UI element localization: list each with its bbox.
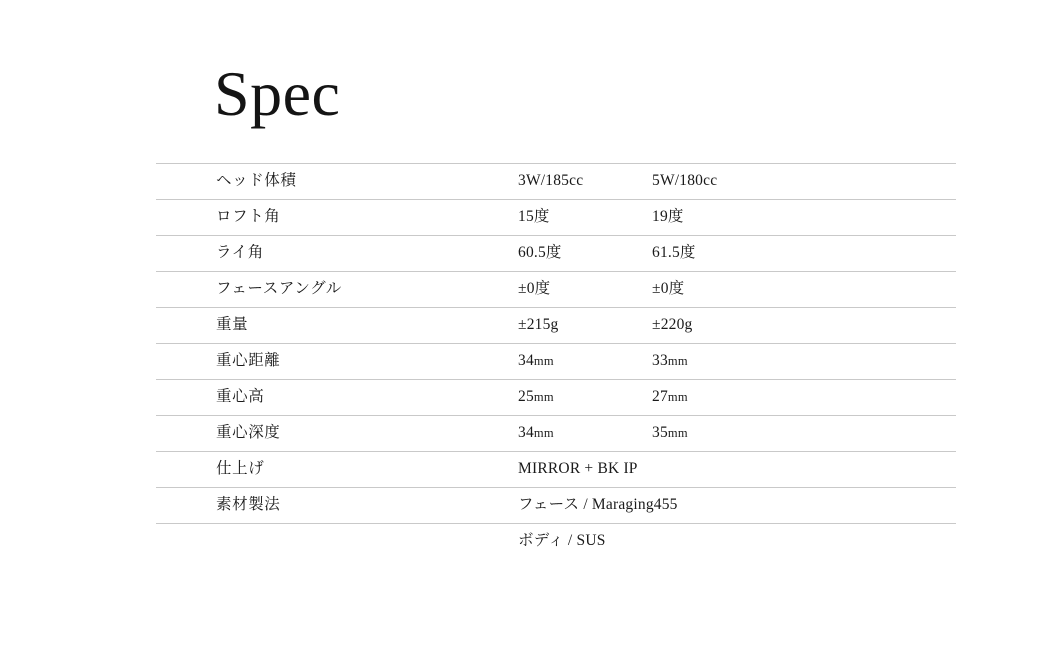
- table-row: [156, 236, 956, 272]
- spec-value-3w: ±0度: [516, 272, 650, 308]
- spec-label: フェースアングル: [156, 272, 516, 308]
- spec-label: 重心高: [156, 380, 516, 416]
- spec-value-5w: 61.5度: [650, 236, 956, 272]
- table-row: [156, 488, 956, 524]
- spec-value-3w: 34mm: [516, 344, 650, 380]
- table-row: [156, 524, 956, 560]
- spec-value-5w: 27mm: [650, 380, 956, 416]
- spec-label: 重量: [156, 308, 516, 344]
- spec-value-material-body: ボディ / SUS: [518, 532, 606, 550]
- spec-value-3w: 60.5度: [516, 236, 650, 272]
- spec-value-5w: 35mm: [650, 416, 956, 452]
- table-row: [156, 164, 956, 200]
- spec-label: ヘッド体積: [156, 164, 516, 200]
- spec-label: 重心距離: [156, 344, 516, 380]
- spec-value-5w: 33mm: [650, 344, 956, 380]
- spec-value-3w: 15度: [516, 200, 650, 236]
- table-row: [156, 452, 956, 488]
- spec-label: 素材製法: [156, 488, 516, 524]
- table-row: [156, 344, 956, 380]
- table-row: [156, 380, 956, 416]
- spec-label: ライ角: [156, 236, 516, 272]
- spec-value-finish: MIRROR + BK IP: [516, 452, 956, 488]
- spec-label: 仕上げ: [156, 452, 516, 488]
- spec-label: ロフト角: [156, 200, 516, 236]
- table-row: [156, 200, 956, 236]
- spec-label: 重心深度: [156, 416, 516, 452]
- spec-value-material-face: フェース / Maraging455: [516, 488, 956, 524]
- table-row: [156, 416, 956, 452]
- spec-label-empty: [156, 524, 516, 560]
- spec-value-5w: ±220g: [650, 308, 956, 344]
- spec-value-5w: 19度: [650, 200, 956, 236]
- spec-table: [156, 163, 956, 560]
- spec-value-5w: 5W/180cc: [650, 164, 956, 200]
- spec-value-3w: ±215g: [516, 308, 650, 344]
- spec-value-3w: 3W/185cc: [516, 164, 650, 200]
- spec-value-5w: ±0度: [650, 272, 956, 308]
- table-row: [156, 308, 956, 344]
- spec-value-3w: 34mm: [516, 416, 650, 452]
- table-row: [156, 272, 956, 308]
- page-title: Spec: [214, 58, 341, 129]
- spec-value-3w: 25mm: [516, 380, 650, 416]
